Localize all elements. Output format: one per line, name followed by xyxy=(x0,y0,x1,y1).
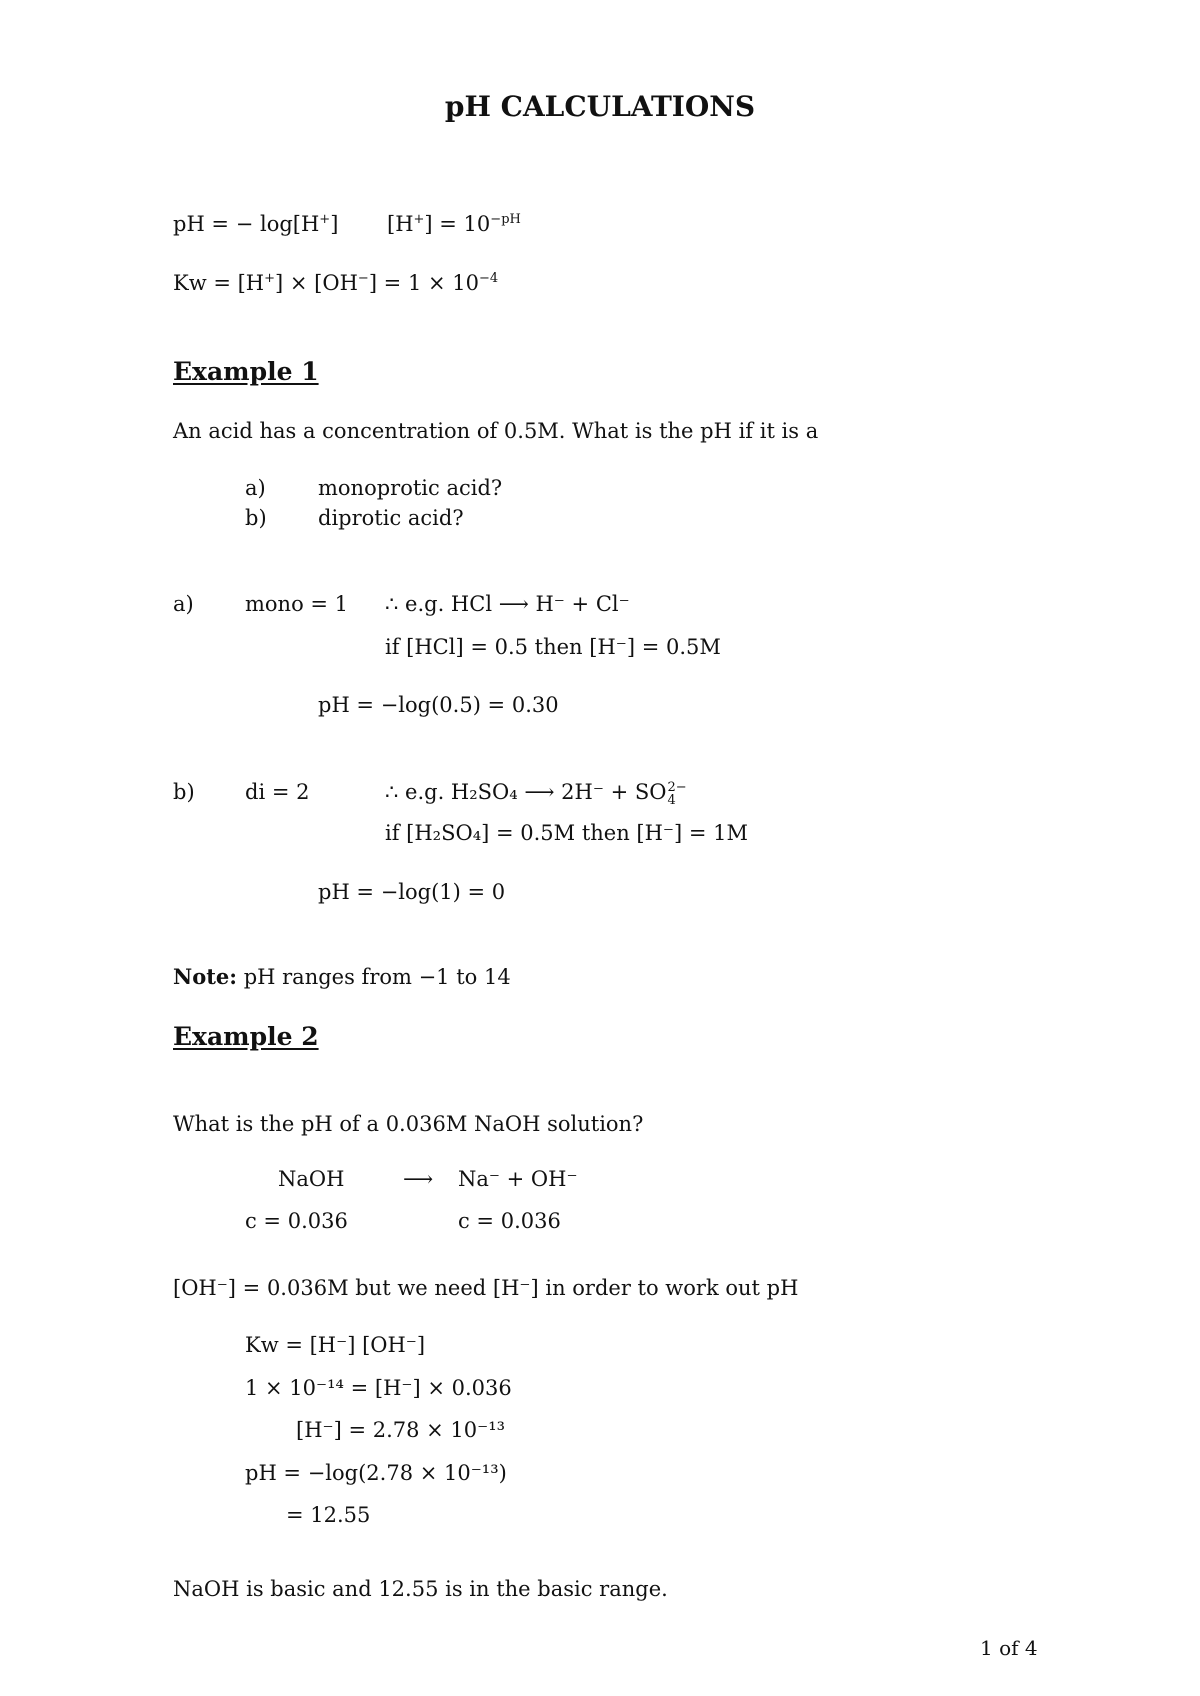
kw-b: ] × [OH xyxy=(275,271,358,295)
page-number: 1 of 4 xyxy=(980,1636,1038,1660)
part-a-if-line: if [HCl] = 0.5 then [H⁻] = 0.5M xyxy=(385,635,721,659)
ph-def-text: pH = − log[H xyxy=(173,212,320,236)
page-title: pH CALCULATIONS xyxy=(444,90,756,123)
option-a-label: a) xyxy=(245,476,266,500)
h-conc-exp: −pH xyxy=(490,212,521,227)
kw-a: Kw = [H xyxy=(173,271,265,295)
part-b-example-equation xyxy=(385,779,687,807)
conc-right: c = 0.036 xyxy=(458,1209,561,1233)
calc-line-4: = 12.55 xyxy=(286,1503,371,1527)
reaction-arrow: ⟶ xyxy=(403,1167,434,1191)
h-conc-mid: ] = 10 xyxy=(424,212,491,236)
part-b-di: di = 2 xyxy=(245,780,310,804)
reaction-right: Na⁻ + OH⁻ xyxy=(458,1167,578,1191)
part-a-mono: mono = 1 xyxy=(245,592,349,616)
h-conc-sup: + xyxy=(413,212,425,227)
example-2-question: What is the pH of a 0.036M NaOH solution? xyxy=(173,1112,644,1136)
example-2-heading: Example 2 xyxy=(173,1022,319,1051)
sulfate-charge xyxy=(667,781,686,807)
reaction-left: NaOH xyxy=(278,1167,345,1191)
note-label: Note: xyxy=(173,964,238,989)
kw-formula xyxy=(173,270,498,296)
h-concentration-formula xyxy=(387,211,521,237)
kw-c-exp: −4 xyxy=(478,271,499,286)
conc-left: c = 0.036 xyxy=(245,1209,348,1233)
oh-line: [OH⁻] = 0.036M but we need [H⁻] in order to work out pH xyxy=(173,1276,799,1300)
h-conc-text: [H xyxy=(387,212,414,236)
sulfate-sub: 4 xyxy=(667,792,676,808)
note xyxy=(173,964,511,990)
kw-a-sup: + xyxy=(264,271,276,286)
example-1-heading: Example 1 xyxy=(173,357,319,386)
part-a-example-equation: ∴ e.g. HCl ⟶ H⁻ + Cl⁻ xyxy=(385,592,630,616)
part-b-if-line: if [H₂SO₄] = 0.5M then [H⁻] = 1M xyxy=(385,821,749,845)
ph-definition-formula xyxy=(173,211,338,237)
sulfate-sup: 2− xyxy=(667,779,687,795)
part-a-ph-line: pH = −log(0.5) = 0.30 xyxy=(318,693,559,717)
part-b-ph-line: pH = −log(1) = 0 xyxy=(318,880,506,904)
conclusion: NaOH is basic and 12.55 is in the basic range. xyxy=(173,1577,668,1601)
calc-line-3: pH = −log(2.78 × 10⁻¹³) xyxy=(245,1461,507,1485)
option-b-text: diprotic acid? xyxy=(318,506,464,530)
ph-def-sup: + xyxy=(319,212,331,227)
part-b-eg-text: ∴ e.g. H₂SO₄ ⟶ 2H⁻ + SO xyxy=(385,780,667,804)
calc-line-1: 1 × 10⁻¹⁴ = [H⁻] × 0.036 xyxy=(245,1376,512,1400)
ph-def-end: ] xyxy=(330,212,339,236)
option-a-text: monoprotic acid? xyxy=(318,476,503,500)
calc-line-2: [H⁻] = 2.78 × 10⁻¹³ xyxy=(296,1418,506,1442)
option-b-label: b) xyxy=(245,506,267,530)
part-b-label: b) xyxy=(173,780,195,804)
note-text: pH ranges from −1 to 14 xyxy=(243,965,511,989)
example-1-question: An acid has a concentration of 0.5M. What is the pH if it is a xyxy=(173,419,819,443)
kw-line: Kw = [H⁻] [OH⁻] xyxy=(245,1333,426,1357)
kw-b-sup: − xyxy=(357,271,369,286)
kw-c: ] = 1 × 10 xyxy=(368,271,479,295)
part-a-label: a) xyxy=(173,592,194,616)
